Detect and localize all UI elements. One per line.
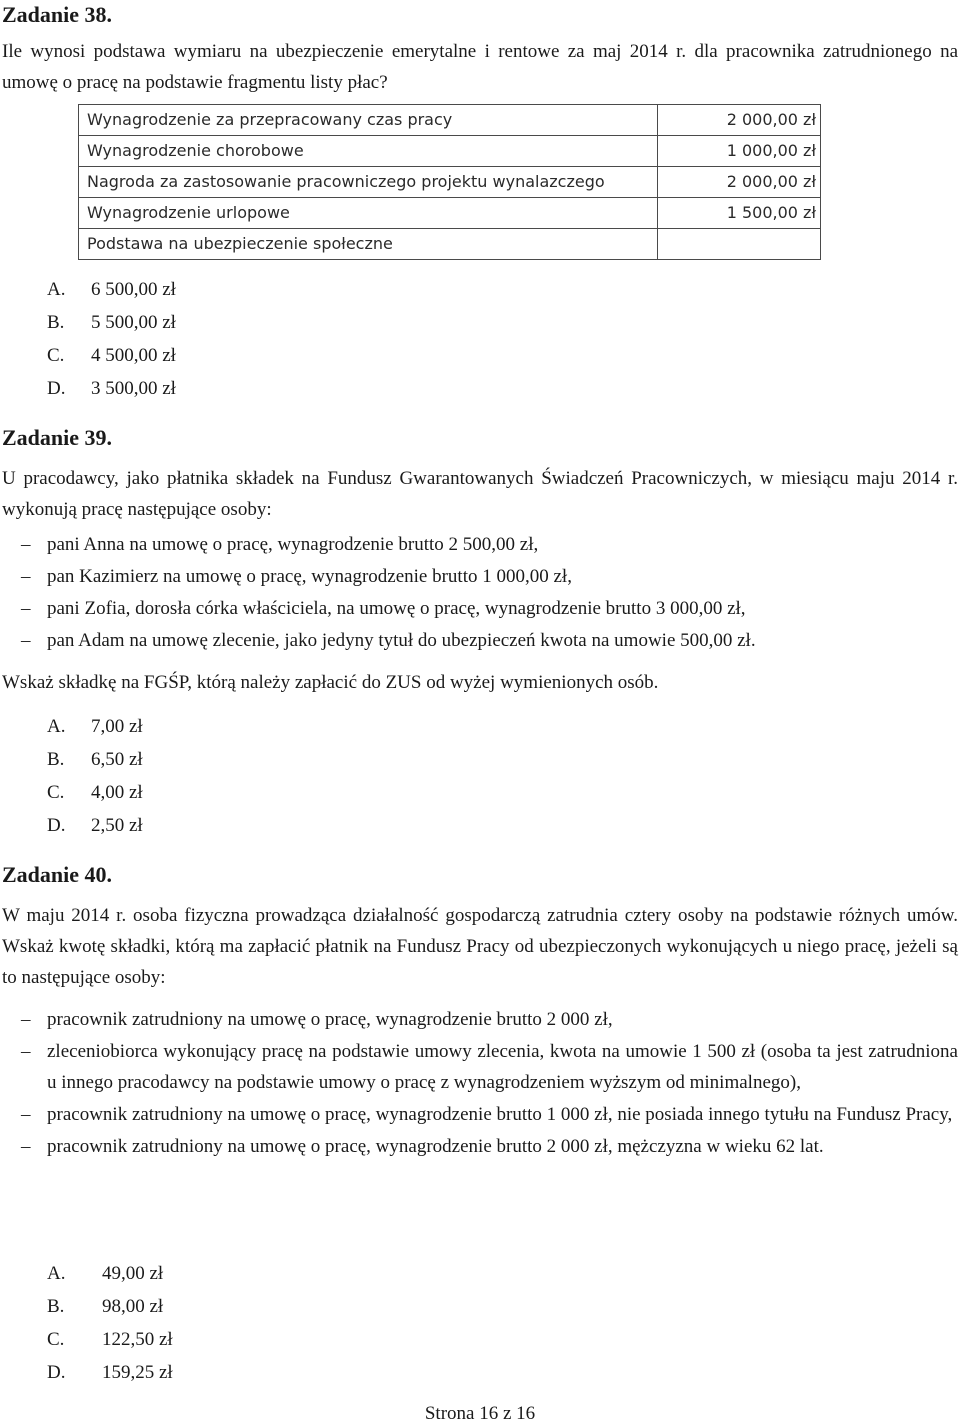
answer-option-b[interactable] [47, 306, 176, 339]
payroll-label: Wynagrodzenie chorobowe [79, 136, 658, 167]
answer-text: 6 500,00 zł [91, 279, 176, 300]
list-item-text: pracownik zatrudniony na umowę o pracę, wynagrodzenie brutto 2 000 zł, mężczyzna w wieku 62 lat. [47, 1136, 824, 1157]
list-item-text: pracownik zatrudniony na umowę o pracę, wynagrodzenie brutto 1 000 zł, nie posiada innego tytułu na Fundusz Pracy, [47, 1104, 953, 1125]
answer-letter: A. [47, 716, 66, 737]
answer-option-b[interactable] [47, 743, 143, 776]
answer-letter: C. [47, 345, 65, 366]
answer-letter: A. [47, 279, 66, 300]
task-39-bullet-list [0, 529, 958, 656]
answer-letter: D. [47, 378, 66, 399]
table-row [79, 105, 821, 136]
answer-text: 3 500,00 zł [91, 378, 176, 399]
payroll-amount [658, 229, 821, 260]
list-item [0, 561, 958, 592]
answer-option-b[interactable] [47, 1290, 173, 1323]
answer-text: 159,25 zł [102, 1362, 173, 1383]
answer-option-c[interactable] [47, 1323, 173, 1356]
list-item [0, 1131, 958, 1162]
dash-bullet-icon: – [21, 534, 31, 555]
payroll-amount: 1 000,00 zł [658, 136, 821, 167]
dash-bullet-icon: – [21, 1136, 31, 1157]
list-item-text: zleceniobiorca wykonujący pracę na podstawie umowy zlecenia, kwota na umowie 1 500 zł (osoba ta jest zatrudniona u innego pracodawcy na podstawie umowy o pracę z wynagrodzeniem wyższym od minimalnego), [47, 1041, 958, 1093]
payroll-amount: 1 500,00 zł [658, 198, 821, 229]
task-40-bullet-list [0, 1004, 958, 1162]
list-item [0, 1036, 958, 1098]
dash-bullet-icon: – [21, 566, 31, 587]
list-item-text: pani Zofia, dorosła córka właściciela, na umowę o pracę, wynagrodzenie brutto 3 000,00 zł, [47, 598, 746, 619]
dash-bullet-icon: – [21, 1104, 31, 1125]
list-item [0, 1099, 958, 1130]
answer-option-a[interactable] [47, 710, 143, 743]
payroll-label: Wynagrodzenie urlopowe [79, 198, 658, 229]
list-item [0, 1004, 958, 1035]
answer-letter: A. [47, 1263, 66, 1284]
payroll-label: Nagroda za zastosowanie pracowniczego projektu wynalazczego [79, 167, 658, 198]
task-39-intro: U pracodawcy, jako płatnika składek na Fundusz Gwarantowanych Świadczeń Pracowniczych, w miesiącu maju 2014 r. wykonują pracę następujące osoby: [2, 468, 958, 520]
table-row [79, 167, 821, 198]
dash-bullet-icon: – [21, 630, 31, 651]
answer-option-d[interactable] [47, 809, 143, 842]
answer-letter: D. [47, 815, 66, 836]
answer-letter: D. [47, 1362, 66, 1383]
task-39-answers [47, 710, 143, 842]
task-40-intro: W maju 2014 r. osoba fizyczna prowadząca działalność gospodarczą zatrudnia cztery osoby na podstawie różnych umów. Wskaż kwotę składki, którą ma zapłacić płatnik na Fundusz Pracy od ubezpieczonych wykonujących u niego pracę, jeżeli są to następujące osoby: [2, 905, 958, 988]
answer-text: 7,00 zł [91, 716, 143, 737]
dash-bullet-icon: – [21, 1041, 31, 1062]
list-item-text: pan Kazimierz na umowę o pracę, wynagrodzenie brutto 1 000,00 zł, [47, 566, 572, 587]
answer-text: 6,50 zł [91, 749, 143, 770]
table-row [79, 136, 821, 167]
list-item-text: pracownik zatrudniony na umowę o pracę, wynagrodzenie brutto 2 000 zł, [47, 1009, 613, 1030]
task-38-answers [47, 273, 176, 405]
dash-bullet-icon: – [21, 1009, 31, 1030]
task-38-title: Zadanie 38. [2, 2, 113, 27]
list-item [0, 625, 958, 656]
list-item [0, 529, 958, 560]
payroll-table [78, 104, 821, 260]
payroll-amount: 2 000,00 zł [658, 167, 821, 198]
answer-option-d[interactable] [47, 1356, 173, 1389]
task-40-title: Zadanie 40. [2, 862, 113, 887]
answer-text: 2,50 zł [91, 815, 143, 836]
answer-letter: C. [47, 782, 65, 803]
answer-text: 49,00 zł [102, 1263, 164, 1284]
task-38-question: Ile wynosi podstawa wymiaru na ubezpieczenie emerytalne i rentowe za maj 2014 r. dla pracownika zatrudnionego na umowę o pracę na podstawie fragmentu listy płac? [2, 41, 958, 93]
answer-text: 4 500,00 zł [91, 345, 176, 366]
list-item-text: pani Anna na umowę o pracę, wynagrodzenie brutto 2 500,00 zł, [47, 534, 539, 555]
answer-letter: B. [47, 1296, 65, 1317]
answer-option-c[interactable] [47, 339, 176, 372]
dash-bullet-icon: – [21, 598, 31, 619]
answer-text: 5 500,00 zł [91, 312, 176, 333]
page-number: Strona 16 z 16 [424, 1403, 536, 1424]
answer-option-c[interactable] [47, 776, 143, 809]
answer-text: 4,00 zł [91, 782, 143, 803]
answer-letter: B. [47, 312, 65, 333]
answer-option-d[interactable] [47, 372, 176, 405]
payroll-label: Wynagrodzenie za przepracowany czas pracy [79, 105, 658, 136]
list-item-text: pan Adam na umowę zlecenie, jako jedyny tytuł do ubezpieczeń kwota na umowie 500,00 zł. [47, 630, 756, 651]
answer-letter: B. [47, 749, 65, 770]
payroll-label: Podstawa na ubezpieczenie społeczne [79, 229, 658, 260]
task-39-question: Wskaż składkę na FGŚP, którą należy zapłacić do ZUS od wyżej wymienionych osób. [2, 672, 659, 693]
answer-text: 122,50 zł [102, 1329, 173, 1350]
list-item [0, 593, 958, 624]
answer-option-a[interactable] [47, 273, 176, 306]
answer-text: 98,00 zł [102, 1296, 164, 1317]
table-row [79, 198, 821, 229]
table-row [79, 229, 821, 260]
payroll-amount: 2 000,00 zł [658, 105, 821, 136]
answer-option-a[interactable] [47, 1257, 173, 1290]
task-39-title: Zadanie 39. [2, 425, 113, 450]
answer-letter: C. [47, 1329, 65, 1350]
task-40-answers [47, 1257, 173, 1389]
